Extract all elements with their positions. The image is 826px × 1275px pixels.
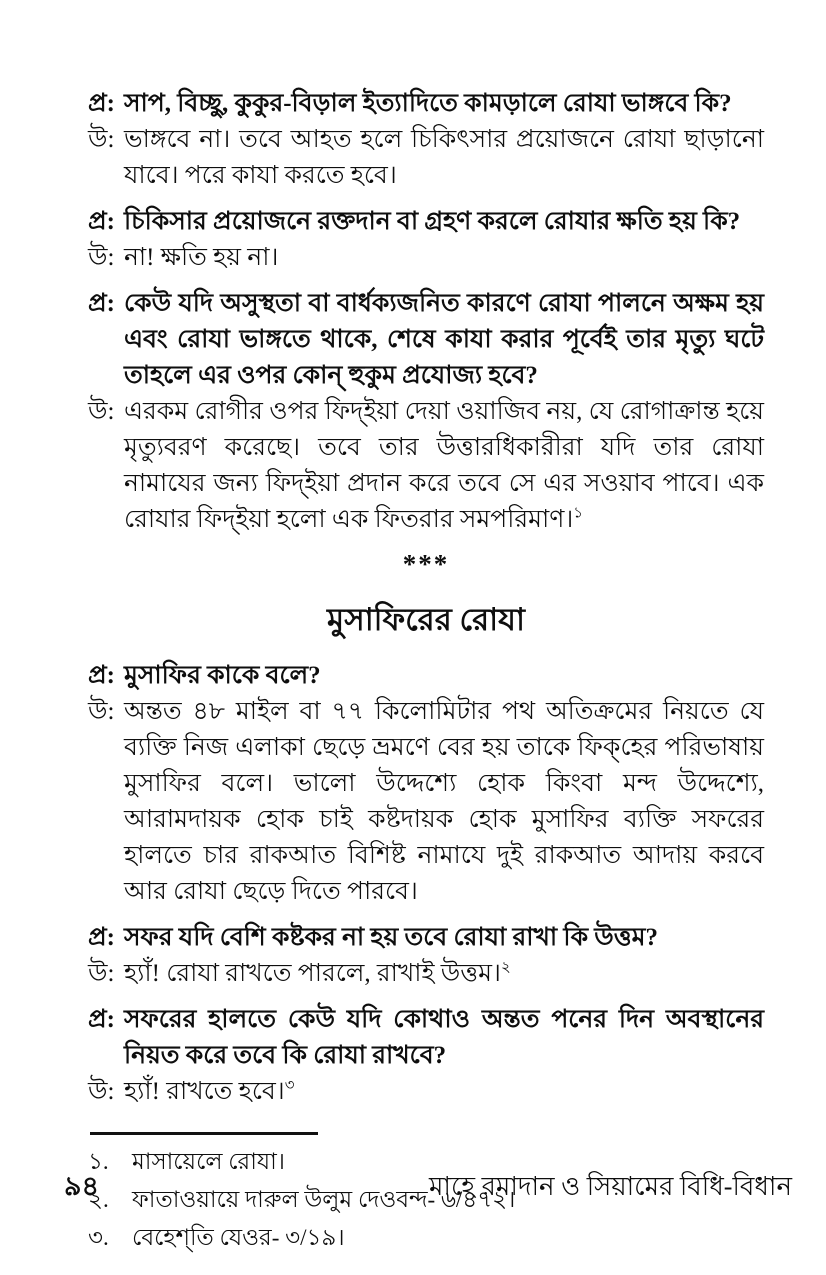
question-row: [88, 658, 764, 694]
question-label: প্র:: [88, 1006, 115, 1033]
answer-text-content: না! ক্ষতি হয় না।: [124, 244, 279, 271]
question-row: [88, 204, 764, 240]
footnote-item: [88, 1219, 764, 1257]
answer-label: উ:: [88, 960, 115, 987]
section-title: মুসাফিরের রোযা: [327, 602, 525, 637]
question-text-content: সফর যদি বেশি কষ্টকর না হয় তবে রোযা রাখা কি উত্তম?: [124, 924, 659, 951]
question-label: প্র:: [88, 208, 115, 235]
answer-text: [124, 240, 764, 276]
footnote-number: ১.: [88, 1149, 109, 1174]
answer-text: [124, 1074, 764, 1110]
question-text-content: কেউ যদি অসুস্থতা বা বার্ধক্যজনিত কারণে রোযা পালনে অক্ষম হয় এবং রোযা ভাঙ্গতে থাকে, শেষে কাযা করার পূর্বেই তার মৃত্যু ঘটে তাহলে এর ওপর কোন্‌ হুকুম প্রযোজ্য হবে?: [124, 290, 764, 389]
footnote-ref: ৩: [284, 1077, 295, 1094]
answer-row: [88, 956, 764, 992]
answer-row: [88, 1074, 764, 1110]
question-row: [88, 920, 764, 956]
question-text: [124, 286, 764, 394]
footnote-text: ফাতাওয়ায়ে দারুল উলুম দেওবন্দ- ৬/৪৭২।: [132, 1187, 516, 1212]
answer-row: [88, 394, 764, 538]
running-book-title: মাহে রমাদান ও সিয়ামের বিধি-বিধান: [429, 1172, 792, 1201]
question-text-content: মুসাফির কাকে বলে?: [124, 662, 321, 689]
answer-text: [124, 956, 764, 992]
answer-row: [88, 122, 764, 194]
answer-text: [124, 122, 764, 194]
answer-label: উ:: [88, 126, 115, 153]
question-label: প্র:: [88, 290, 115, 317]
question-text: [124, 658, 764, 694]
footnote-ref: ২: [500, 959, 511, 976]
answer-text-content: হ্যাঁ! রোযা রাখতে পারলে, রাখাই উত্তম।: [124, 960, 501, 987]
answer-label: উ:: [88, 698, 115, 725]
answer-row: [88, 694, 764, 910]
answer-label: উ:: [88, 1078, 115, 1105]
question-text-content: সাপ, বিচ্ছু, কুকুর-বিড়াল ইত্যাদিতে কামড়ালে রোযা ভাঙ্গবে কি?: [124, 90, 732, 117]
answer-label: উ:: [88, 244, 115, 271]
answer-text-content: হ্যাঁ! রাখতে হবে।: [124, 1078, 285, 1105]
question-row: [88, 1002, 764, 1074]
page-footer: [64, 1166, 792, 1211]
question-row: [88, 286, 764, 394]
answer-label: উ:: [88, 398, 115, 425]
answer-text: [124, 694, 764, 910]
answer-text-content: ভাঙ্গবে না। তবে আহত হলে চিকিৎসার প্রয়োজনে রোযা ছাড়ানো যাবে। পরে কাযা করতে হবে।: [124, 126, 764, 189]
question-text: [124, 1002, 764, 1074]
question-text-content: চিকিসার প্রয়োজনে রক্তদান বা গ্রহণ করলে রোযার ক্ষতি হয় কি?: [124, 208, 741, 235]
question-text: [124, 204, 764, 240]
question-row: [88, 86, 764, 122]
question-label: প্র:: [88, 924, 115, 951]
answer-row: [88, 240, 764, 276]
footnote-text: মাসায়েলে রোযা।: [132, 1149, 286, 1174]
question-text-content: সফরের হালতে কেউ যদি কোথাও অন্তত পনের দিন অবস্থানের নিয়ত করে তবে কি রোযা রাখবে?: [124, 1006, 764, 1069]
footnote-number: ২.: [88, 1187, 109, 1212]
question-text: [124, 920, 764, 956]
answer-text-content: এরকম রোগীর ওপর ফিদ্‌ইয়া দেয়া ওয়াজিব নয়, যে রোগাক্রান্ত হয়ে মৃত্যুবরণ করেছে। তবে তার উত্তারধিকারীরা যদি তার রোযা নামাযের জন্য ফিদ্‌ইয়া প্রদান করে তবে সে এর সওয়াব পাবে। এক রোযার ফিদ্‌ইয়া হলো এক ফিতরার সমপরিমাণ।: [124, 398, 764, 533]
section-separator: ***: [402, 549, 450, 579]
qa-list-section-1: [88, 86, 764, 538]
qa-list-section-2: [88, 658, 764, 1110]
footnote-text: বেহেশ্‌তি যেওর- ৩/১৯।: [132, 1225, 345, 1250]
question-label: প্র:: [88, 90, 115, 117]
footnote-number: ৩.: [88, 1225, 109, 1250]
footnote-ref: ১: [573, 505, 584, 522]
question-text: [124, 86, 764, 122]
answer-text: [124, 394, 764, 538]
question-label: প্র:: [88, 662, 115, 689]
page-number: ৯৪: [64, 1171, 100, 1201]
footnote-divider: [90, 1132, 318, 1135]
answer-text-content: অন্তত ৪৮ মাইল বা ৭৭ কিলোমিটার পথ অতিক্রমের নিয়তে যে ব্যক্তি নিজ এলাকা ছেড়ে ভ্রমণে বের হয় তাকে ফিক্‌হের পরিভাষায় মুসাফির বলে। ভালো উদ্দেশ্যে হোক কিংবা মন্দ উদ্দেশ্যে, আরামদায়ক হোক চাই কষ্টদায়ক হোক মুসাফির ব্যক্তি সফরের হালতে চার রাকআত বিশিষ্ট নামাযে দুই রাকআত আদায় করবে আর রোযা ছেড়ে দিতে পারবে।: [124, 698, 764, 905]
